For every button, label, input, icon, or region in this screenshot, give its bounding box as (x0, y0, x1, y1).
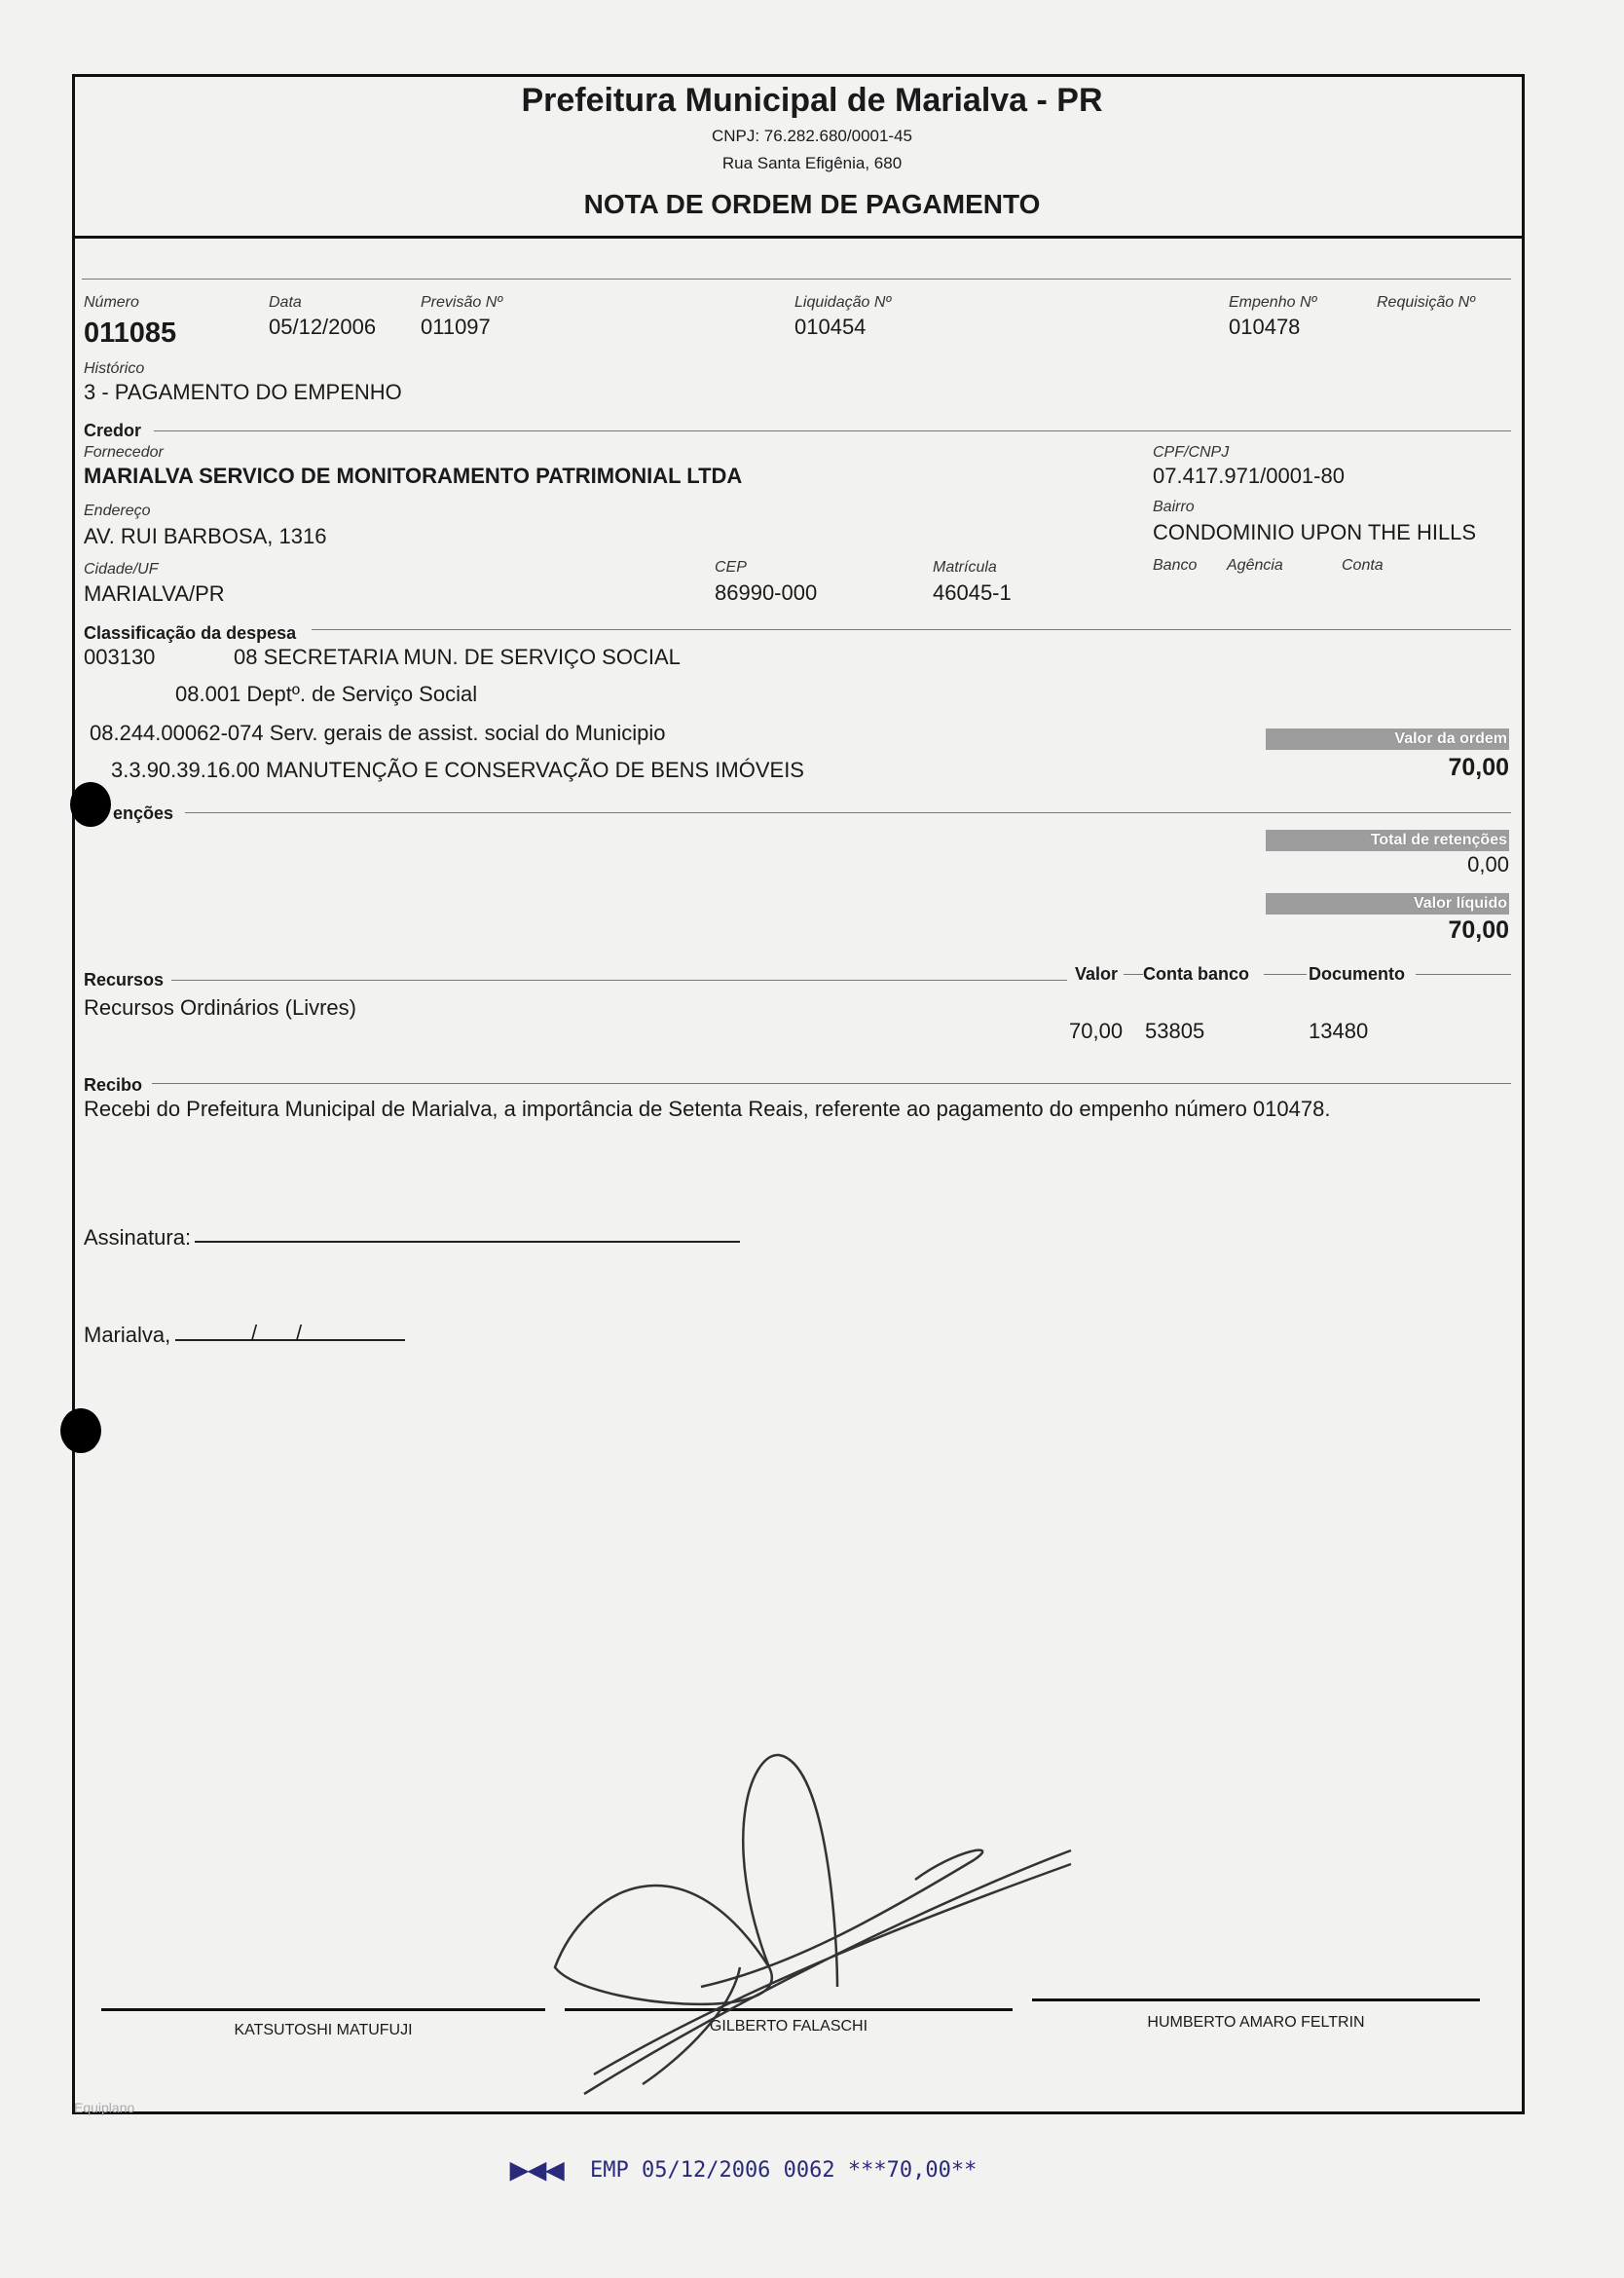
brand-label: Equiplano (74, 2100, 135, 2115)
recursos-documento-header: Documento (1309, 964, 1405, 984)
punch-hole-bottom (60, 1408, 101, 1453)
classificacao-section-title: Classificação da despesa (84, 623, 297, 643)
recursos-conta: 53805 (1145, 1019, 1205, 1043)
assinatura-line (195, 1241, 740, 1243)
classificacao-divider (312, 629, 1511, 630)
fornecedor-value: MARIALVA SERVICO DE MONITORAMENTO PATRIMONIAL LTDA (84, 464, 743, 488)
recursos-section-title: Recursos (84, 970, 165, 990)
bairro-value: CONDOMINIO UPON THE HILLS (1153, 520, 1477, 544)
empenho-value: 010478 (1229, 315, 1301, 339)
requisicao-label: Requisição Nº (1377, 294, 1475, 311)
data-value: 05/12/2006 (269, 315, 377, 339)
previsao-value: 011097 (421, 315, 491, 339)
total-retencoes-value: 0,00 (1467, 852, 1509, 877)
cpf-label: CPF/CNPJ (1153, 444, 1230, 461)
classificacao-line2: 08.001 Deptº. de Serviço Social (175, 682, 478, 706)
total-retencoes-label: Total de retenções (1266, 830, 1509, 851)
header-divider (72, 236, 1525, 239)
endereco-label: Endereço (84, 503, 151, 519)
date-slash-2: / (296, 1321, 303, 1345)
recursos-valor-header: Valor (1075, 964, 1119, 984)
matricula-label: Matrícula (933, 559, 997, 576)
valor-ordem-value: 70,00 (1448, 754, 1509, 781)
signature-line-3 (1032, 1998, 1480, 2001)
recursos-divider (171, 980, 1067, 981)
recursos-header-sep3 (1416, 974, 1511, 975)
address-text: Rua Santa Efigênia, 680 (721, 154, 903, 172)
recibo-section-title: Recibo (84, 1075, 143, 1095)
recursos-documento: 13480 (1309, 1019, 1369, 1043)
classificacao-line3: 08.244.00062-074 Serv. gerais de assist. social do Municipio (90, 721, 666, 745)
credor-divider (154, 430, 1511, 431)
cep-value: 86990-000 (715, 580, 818, 605)
cidade-value: MARIALVA/PR (84, 581, 225, 606)
date-line (175, 1339, 405, 1341)
classificacao-code: 003130 (84, 645, 156, 669)
signature-name-1: KATSUTOSHI MATUFUJI (234, 2022, 413, 2038)
top-divider (82, 279, 1511, 280)
valor-liquido-value: 70,00 (1448, 916, 1509, 944)
punch-hole-top (70, 782, 111, 827)
recursos-valor: 70,00 (1069, 1019, 1124, 1043)
classificacao-line4: 3.3.90.39.16.00 MANUTENÇÃO E CONSERVAÇÃO DE BENS IMÓVEIS (111, 758, 804, 782)
assinatura-label: Assinatura: (84, 1225, 192, 1250)
document-title: NOTA DE ORDEM DE PAGAMENTO (583, 189, 1041, 219)
local-label: Marialva, (84, 1323, 171, 1347)
empenho-label: Empenho Nº (1229, 294, 1317, 311)
historico-label: Histórico (84, 360, 145, 377)
conta-label: Conta (1342, 557, 1384, 574)
credor-section-title: Credor (84, 421, 142, 440)
valor-ordem-label: Valor da ordem (1266, 728, 1509, 750)
liquidacao-value: 010454 (794, 315, 867, 339)
cep-label: CEP (715, 559, 747, 576)
recursos-description: Recursos Ordinários (Livres) (84, 995, 356, 1020)
banco-label: Banco (1153, 557, 1198, 574)
matricula-value: 46045-1 (933, 580, 1012, 605)
retencoes-divider (185, 812, 1511, 813)
cpf-value: 07.417.971/0001-80 (1153, 464, 1345, 488)
numero-label: Número (84, 294, 139, 311)
stamp-text: EMP 05/12/2006 0062 ***70,00** (590, 2158, 978, 2183)
signature-line-1 (101, 2008, 545, 2011)
data-label: Data (269, 294, 302, 311)
signature-name-2: GILBERTO FALASCHI (709, 2018, 868, 2035)
cidade-label: Cidade/UF (84, 561, 159, 578)
classificacao-line1: 08 SECRETARIA MUN. DE SERVIÇO SOCIAL (234, 645, 681, 669)
page-title: Prefeitura Municipal de Marialva - PR (521, 82, 1103, 119)
recibo-divider (152, 1083, 1511, 1084)
signature-name-3: HUMBERTO AMARO FELTRIN (1147, 2014, 1365, 2031)
agencia-label: Agência (1227, 557, 1283, 574)
retencoes-section-title: enções (113, 803, 174, 823)
previsao-label: Previsão Nº (421, 294, 503, 311)
liquidacao-label: Liquidação Nº (794, 294, 892, 311)
recursos-header-sep1 (1124, 974, 1143, 975)
recursos-conta-header: Conta banco (1143, 964, 1250, 984)
stamp-logo: ▶◀◀ (510, 2157, 565, 2184)
recursos-header-sep2 (1264, 974, 1307, 975)
recibo-text: Recebi do Prefeitura Municipal de Marialva, a importância de Setenta Reais, referente ao pagamento do empenho número 010478. (84, 1097, 1331, 1121)
handwritten-signature (545, 1743, 1090, 2133)
numero-value: 011085 (84, 317, 177, 349)
valor-liquido-label: Valor líquido (1266, 893, 1509, 915)
historico-value: 3 - PAGAMENTO DO EMPENHO (84, 380, 402, 404)
date-slash-1: / (251, 1321, 258, 1345)
cnpj-text: CNPJ: 76.282.680/0001-45 (711, 127, 913, 145)
bairro-label: Bairro (1153, 499, 1195, 515)
fornecedor-label: Fornecedor (84, 444, 164, 461)
endereco-value: AV. RUI BARBOSA, 1316 (84, 524, 327, 548)
